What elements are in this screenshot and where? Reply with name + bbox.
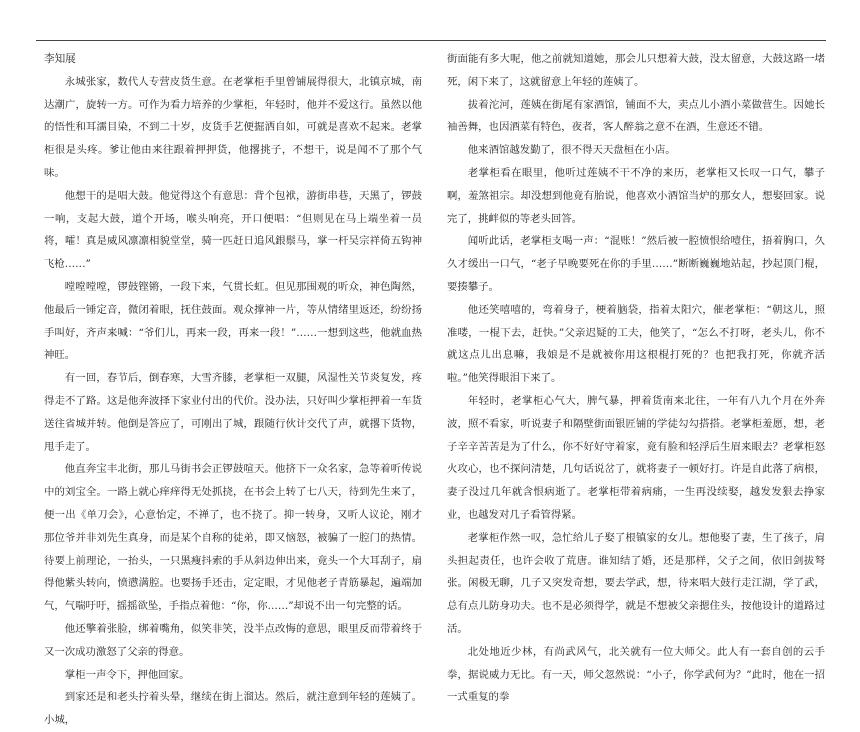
- paragraph: 他来酒馆越发勤了，很不得天天盘桓在小店。: [467, 144, 676, 157]
- author-title: 李知展: [44, 53, 76, 65]
- paragraph: 拔着沱河，莲姨在街尾有家酒馆，铺面不大，卖点儿小酒小菜做营生。因她长袖善舞，也因酒菜有特色，夜者，客人醉翁之意不在酒，生意还不错。: [447, 98, 825, 134]
- paragraph: 他想干的是唱大鼓。他觉得这个有意思：背个包袱，游街串巷，天黑了，锣鼓一响，支起大鼓，道个开场，喉头响亮，开口便唱：“但则见在马上端坐着一员将，嚯！真是威风凛凛相貌堂堂，骑一匹赶日追风銀鬃马，掌一杆吴宗祥倚五钩神飞枪……”: [44, 189, 422, 271]
- paragraph: 老掌柜看在眼里，他听过莲姨不干不净的来历，老掌柜又长叹一口气，攀子啊，羞煞祖宗。却没想到他竟有胎说，他喜欢小酒馆当炉的那女人，想娶回家。说完了，挑衅似的等老头回答。: [447, 166, 825, 225]
- paragraph: 有一回，春节后，倒春寒，大雪齐膝，老掌柜一双腿，风湿性关节炎复发，疼得走不了路。这是他奔波择下家业付出的代价。没办法，只好叫少掌柜押着一车货送往省城并转。他倒是答应了，可刚出了城，跟随行伙计交代了声，就撂下货物，甩手走了。: [44, 372, 422, 453]
- paragraph: 永城张家，数代人专营皮货生意。在老掌柜手里曾铺展得很大，北镇京城，南达潮广，旋转一方。可作为看力培养的少掌柜，年轻时，他并不爱这行。虽然以他的悟性和耳濡目染，不到二十岁，皮货手艺便掘洒自如，可就是喜欢不起来。老掌柜很是头疼。爹让他由来往跟着押押货，他撂挑子，不想干，说是闻不了那个气味。: [44, 75, 422, 179]
- right-column: [447, 48, 825, 709]
- paragraph: 老掌柜作然一叹，急忙给儿子娶了根镇家的女儿。想他娶了妻，生了孩子，肩头担起责任，也许会收了荒唐。谁知结了婚，还是那样，父子之间，依旧剑拔弩张。闲极无聊，几子又突发奇想，要去学武，想，待来唱大鼓行走江湖，学了武，总有点儿防身功夫。也不是必须得学，就是不想被父亲摁住头，按他设计的道路过活。: [447, 531, 825, 635]
- top-rule: [36, 40, 826, 41]
- paragraph: 他还笑嘻嘻的，弯着身子，梗着脑袋，指着太阳穴，催老掌柜：“朝这儿，照准喽，一棍下去，赶快。”父亲迟疑的工夫，他笑了，“怎么不打呀，老头儿，你不就这点儿出息嘛，我娘是不是就被你用这根棍打死的？也把我打死，你就齐活啦。”他笑得眼泪下来了。: [447, 303, 825, 385]
- left-column: [44, 48, 422, 732]
- paragraph: 年轻时，老掌柜心气大，脾气暴，押着货南来北往，一年有八九个月在外奔波，照不看家，听说妻子和隔壁街面银匠铺的学徒勾勾搭搭。老掌柜羞愿，想，老子辛辛苦苦是为了什么，你不好好守着家，竟有脸和轻浮后生眉来眼去？老掌柜怒火攻心，也不探问清楚，几句话说岔了，就将妻子一顿好打。许是自此落了病根，妻子没过几年就含恨病逝了。老掌柜带着病痛，一生再没续娶，越发发狠去挣家业，也越发对几子看管得紧。: [447, 394, 825, 521]
- paragraph: 到家还是和老头拧着头晕，继续在街上溜达。然后，就注意到年轻的莲姨了。小城，: [44, 691, 422, 727]
- paragraph: 街面能有多大呢，他之前就知道她，那会儿只想着大鼓，没太留意，大鼓这路一堵死，闲下来了，这就留意上年轻的莲姨了。: [447, 53, 825, 88]
- paragraph: 北处地近少林，有尚武风气，北关就有一位大师父。此人有一套自创的云手拳，据说威力无比。有一天，师父忽然说：“小子，你学武何为？”此时，他在一招一式重复的拳: [447, 645, 825, 704]
- paragraph: 他直奔宝丰北街，那儿马街书会正锣鼓喧天。他挤下一众名家，急等着听传说中的刘宝全。一路上就心痒痒得无处抓挠，在书会上转了七八天，待到先生来了，便一出《单刀会》，心意怡定，不禅了，也不挠了。抑一转身，又听人议论，刚才那位爷并非刘先生真身，而是某个自称的徒弟，即又恼怒，被骗了一腔门的热情。待要上前理论，一抬头，一只黑瘦抖索的手从斜边伸出来，竟头一个大耳刮子，扇得他紫头转向，愤懑满腔。也要扬手还击，定定眼，才见他老子青筋暴起，遍端加气，气喘吁吁，摇摇欲坠，手指点着他：“你，你……”却说不出一句完整的话。: [44, 463, 422, 613]
- paragraph: 闻听此话，老掌柜支喝一声：“混账！”然后被一腔愤恨给噎住，捂着胸口，久久才缓出一口气，“老子早晚要死在你的手里……”断断巍巍地站起，抄起顶门棍，要揍攀子。: [447, 235, 825, 293]
- paragraph: 他还擎着张脸，绑着嘴角，似笑非笑，没半点改悔的意思，眼里反而带着终于又一次成功激怒了父亲的得意。: [44, 622, 422, 658]
- paragraph: 掌柜一声令下，押他回家。: [64, 668, 190, 681]
- paragraph: 嘡嘡嘡嘡，锣鼓铿锵，一段下来，气贯长虹。但见那围观的听众，神色陶然，他最后一锤定音，微闭着眼，抚住鼓面。观众撑神一片，等从情绪里返还，纷纷扬手叫好，齐声来喊：“爷们儿，再来一段，再来一段！”……一想到这些，他就血热神旺。: [44, 280, 422, 362]
